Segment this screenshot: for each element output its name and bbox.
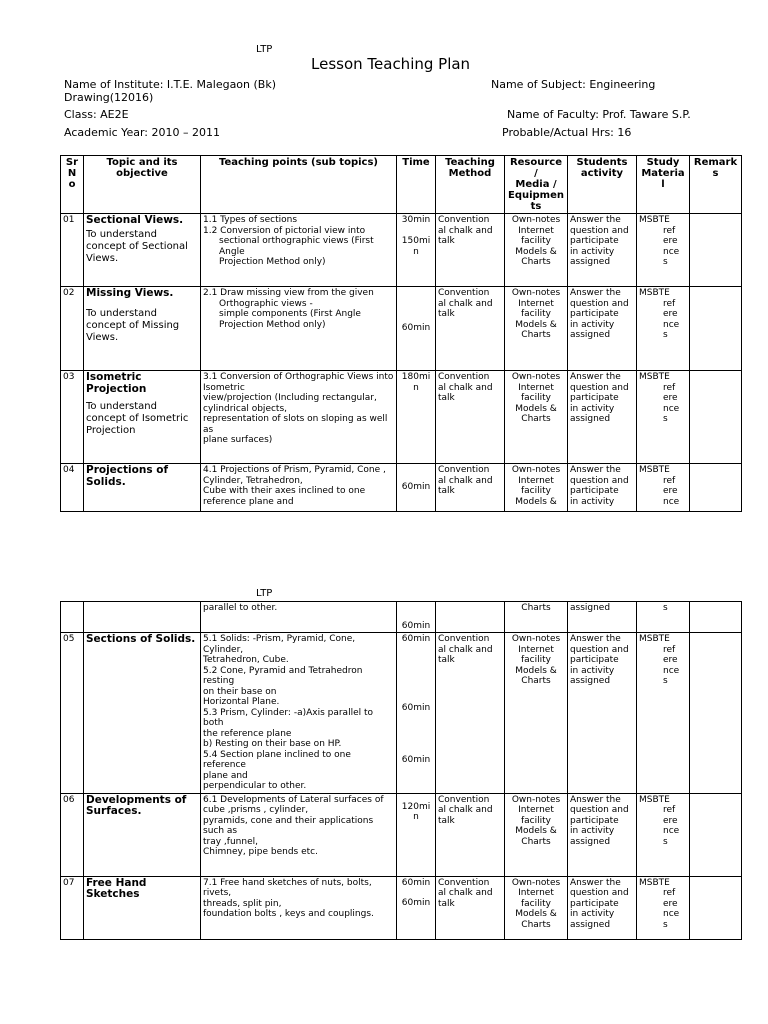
study-material xyxy=(637,371,690,464)
table-row xyxy=(61,633,742,794)
study-material-source: MSBTE xyxy=(639,372,670,382)
table-row xyxy=(61,602,742,633)
students-activity: Answer the question and participate in activity assigned xyxy=(568,214,637,287)
teaching-point-line: simple components (First Angle xyxy=(219,309,361,319)
topic-title: Developments of Surfaces. xyxy=(86,793,187,817)
teaching-method-header: Teaching Method xyxy=(436,156,505,214)
resource: Own-notes Internet facility Models & Charts xyxy=(505,214,568,287)
topic-cell xyxy=(84,793,201,876)
sr-no: 07 xyxy=(61,876,84,939)
teaching-points: 6.1 Developments of Lateral surfaces of cube ,prisms , cylinder, pyramids, cone and their applications such as tray ,funnel, Chimney, pipe bends etc. xyxy=(201,793,397,876)
teaching-point-line: sectional orthographic views (First Angle xyxy=(219,236,374,257)
sr-no: 06 xyxy=(61,793,84,876)
name-of-faculty-label: Name of Faculty: Prof. Taware S.P. xyxy=(507,108,691,121)
teaching-point-line: Projection Method only) xyxy=(219,257,326,267)
lesson-plan-table xyxy=(60,155,742,512)
sr-no: 04 xyxy=(61,464,84,512)
teaching-points: 4.1 Projections of Prism, Pyramid, Cone , Cylinder, Tetrahedron, Cube with their axes inclined to one reference plane and xyxy=(201,464,397,512)
resource: Own-notes Internet facility Models & xyxy=(505,464,568,512)
remarks xyxy=(690,633,742,794)
teaching-points xyxy=(201,214,397,287)
subject-continuation-label: Drawing(12016) xyxy=(64,91,154,104)
sr-no xyxy=(61,602,84,633)
teaching-points: parallel to other. xyxy=(201,602,397,633)
teaching-point-line: 1.1 Types of sections xyxy=(203,215,298,225)
study-material-detail: ref ere nce s xyxy=(663,805,680,847)
study-material-source: MSBTE xyxy=(639,215,670,225)
students-activity-header: Students activity xyxy=(568,156,637,214)
teaching-method: Convention al chalk and talk xyxy=(436,876,505,939)
topic-cell xyxy=(84,287,201,371)
teaching-points xyxy=(201,287,397,371)
students-activity: assigned xyxy=(568,602,637,633)
resource: Own-notes Internet facility Models & Charts xyxy=(505,287,568,371)
students-activity: Answer the question and participate in activity assigned xyxy=(568,876,637,939)
study-material-detail: ref ere nce s xyxy=(663,644,680,686)
teaching-method: Convention al chalk and talk xyxy=(436,287,505,371)
time xyxy=(397,876,436,939)
topic-title: Projections of Solids. xyxy=(86,464,169,488)
study-material xyxy=(637,602,690,633)
teaching-points-header: Teaching points (sub topics) xyxy=(201,156,397,214)
teaching-point-line: 2.1 Draw missing view from the given xyxy=(203,288,374,298)
resource-header: Resource / Media / Equipmen ts xyxy=(505,156,568,214)
teaching-point-line: 1.2 Conversion of pictorial view into xyxy=(203,225,366,236)
time-entry: 60min xyxy=(401,877,431,888)
topic-cell xyxy=(84,876,201,939)
table-row xyxy=(61,214,742,287)
remarks-header: Remark s xyxy=(690,156,742,214)
study-material-source: MSBTE xyxy=(639,634,670,644)
study-material-header: Study Materia l xyxy=(637,156,690,214)
hours-label: Probable/Actual Hrs: 16 xyxy=(502,126,632,139)
topic-cell xyxy=(84,602,201,633)
teaching-method: Convention al chalk and talk xyxy=(436,464,505,512)
resource: Own-notes Internet facility Models & Charts xyxy=(505,793,568,876)
resource: Own-notes Internet facility Models & Charts xyxy=(505,876,568,939)
teaching-method: Convention al chalk and talk xyxy=(436,371,505,464)
topic-objective: To understand concept of Sectional Views. xyxy=(86,228,188,264)
topic-title: Sections of Solids. xyxy=(86,633,196,645)
study-material-detail: ref ere nce s xyxy=(663,298,680,340)
ltp-label: LTP xyxy=(256,588,273,599)
teaching-points: 5.1 Solids: -Prism, Pyramid, Cone, Cylinder, Tetrahedron, Cube. 5.2 Cone, Pyramid and Tetrahedron resting on their base on Horizontal Plane. 5.3 Prism, Cylinder: -a)Axis parallel to both the reference plane b) Resting on their base on HP. 5.4 Section plane inclined to one reference plane and perpendicular to other. xyxy=(201,633,397,794)
topic-cell xyxy=(84,464,201,512)
topic-title: Free Hand Sketches xyxy=(86,876,147,900)
study-material xyxy=(637,633,690,794)
teaching-method xyxy=(436,602,505,633)
sr-no: 01 xyxy=(61,214,84,287)
sr-no: 02 xyxy=(61,287,84,371)
teaching-method: Convention al chalk and talk xyxy=(436,633,505,794)
study-material-detail: s xyxy=(663,603,668,613)
teaching-point-line: Orthographic views - xyxy=(219,298,313,309)
topic-cell xyxy=(84,633,201,794)
class-label: Class: AE2E xyxy=(64,108,129,121)
teaching-method: Convention al chalk and talk xyxy=(436,793,505,876)
study-material-detail: ref ere nce s xyxy=(663,382,680,424)
study-material-detail: ref ere nce s xyxy=(663,225,680,267)
table-header-row xyxy=(61,156,742,214)
students-activity: Answer the question and participate in activity assigned xyxy=(568,793,637,876)
table-row xyxy=(61,793,742,876)
resource: Own-notes Internet facility Models & Charts xyxy=(505,371,568,464)
topic-title: Isometric Projection xyxy=(86,371,147,395)
teaching-points: 3.1 Conversion of Orthographic Views into Isometric view/projection (Including rectangular, cylindrical objects, representation of slots on sloping as well as plane surfaces) xyxy=(201,371,397,464)
table-row xyxy=(61,876,742,939)
teaching-method: Convention al chalk and talk xyxy=(436,214,505,287)
remarks xyxy=(690,287,742,371)
time: 60min xyxy=(397,464,436,512)
time-entry: 60min xyxy=(401,898,431,908)
sr-no: 05 xyxy=(61,633,84,794)
remarks xyxy=(690,464,742,512)
remarks xyxy=(690,876,742,939)
topic-objective: To understand concept of Missing Views. xyxy=(86,307,180,343)
study-material-source: MSBTE xyxy=(639,465,670,475)
time: 180mi n xyxy=(397,371,436,464)
time xyxy=(397,633,436,794)
resource: Charts xyxy=(505,602,568,633)
students-activity: Answer the question and participate in activity xyxy=(568,464,637,512)
students-activity: Answer the question and participate in activity assigned xyxy=(568,371,637,464)
topic-cell xyxy=(84,371,201,464)
page-title: Lesson Teaching Plan xyxy=(311,55,471,73)
sr-no-header: Sr N o xyxy=(61,156,84,214)
academic-year-label: Academic Year: 2010 – 2011 xyxy=(64,126,220,139)
topic-title: Missing Views. xyxy=(86,287,174,299)
students-activity: Answer the question and participate in activity assigned xyxy=(568,633,637,794)
name-of-institute-label: Name of Institute: I.T.E. Malegaon (Bk) xyxy=(64,78,277,91)
topic-header: Topic and its objective xyxy=(84,156,201,214)
topic-title: Sectional Views. xyxy=(86,214,184,226)
study-material xyxy=(637,876,690,939)
study-material-source: MSBTE xyxy=(639,794,670,805)
study-material-source: MSBTE xyxy=(639,288,670,298)
time-entry: 60min xyxy=(401,702,431,713)
resource: Own-notes Internet facility Models & Charts xyxy=(505,633,568,794)
study-material-source: MSBTE xyxy=(639,877,670,888)
lesson-plan-table-continued xyxy=(60,601,742,940)
study-material xyxy=(637,214,690,287)
table-row xyxy=(61,371,742,464)
topic-objective: To understand concept of Isometric Projection xyxy=(86,401,189,436)
topic-cell xyxy=(84,214,201,287)
time: 30min 150mi n xyxy=(397,214,436,287)
time: 60min xyxy=(397,287,436,371)
study-material xyxy=(637,287,690,371)
time-entry: 60min xyxy=(401,755,431,765)
teaching-point-line: Projection Method only) xyxy=(219,319,326,330)
time: 120mi n xyxy=(397,793,436,876)
remarks xyxy=(690,371,742,464)
remarks xyxy=(690,602,742,633)
table-row xyxy=(61,287,742,371)
time-header: Time xyxy=(397,156,436,214)
name-of-subject-label: Name of Subject: Engineering xyxy=(491,78,656,91)
remarks xyxy=(690,793,742,876)
sr-no: 03 xyxy=(61,371,84,464)
table-row xyxy=(61,464,742,512)
study-material-detail: ref ere nce s xyxy=(663,888,680,930)
students-activity: Answer the question and participate in activity assigned xyxy=(568,287,637,371)
ltp-label: LTP xyxy=(256,44,273,55)
time: 60min xyxy=(397,602,436,633)
remarks xyxy=(690,214,742,287)
time-entry: 60min xyxy=(401,634,431,644)
study-material xyxy=(637,464,690,512)
study-material-detail: ref ere nce xyxy=(663,475,680,507)
teaching-points: 7.1 Free hand sketches of nuts, bolts, rivets, threads, split pin, foundation bolts , keys and couplings. xyxy=(201,876,397,939)
study-material xyxy=(637,793,690,876)
